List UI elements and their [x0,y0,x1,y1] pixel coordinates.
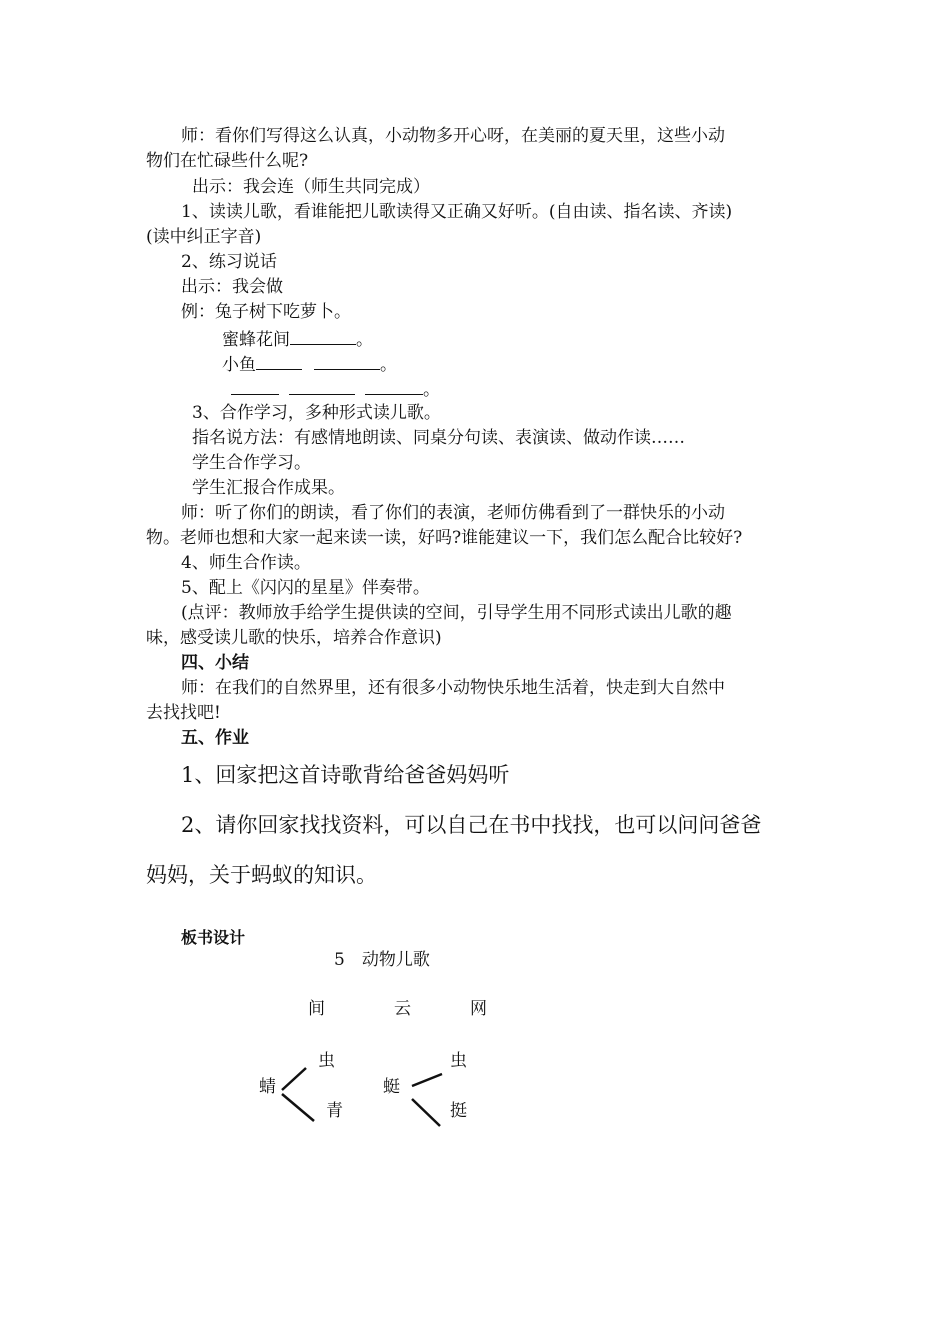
text-line: 出示：我会做 [181,277,283,297]
text-line: 师：在我们的自然界里，还有很多小动物快乐地生活着，快走到大自然中 [181,678,725,698]
branch-line [412,1074,442,1086]
exercise-end: 。 [380,355,397,375]
text-line: 2、练习说话 [181,252,277,272]
board-char: 云 [394,999,411,1019]
text-line: 指名说方法：有感情地朗读、同桌分句读、表演读、做动作读…… [192,428,685,448]
text-line: 师：看你们写得这么认真，小动物多开心呀，在美丽的夏天里，这些小动 [181,126,725,146]
text-line: 学生汇报合作成果。 [192,478,345,498]
text-line: 4、师生合作读。 [181,553,311,573]
board-char: 蜻 [259,1077,276,1097]
board-heading: 板书设计 [181,928,246,947]
board-char: 虫 [318,1051,335,1071]
homework-item: 1、回家把这首诗歌背给爸爸妈妈听 [181,763,510,787]
board-title: 5 动物儿歌 [334,950,430,970]
branch-line [412,1099,440,1126]
text-line: 物。老师也想和大家一起来读一读，好吗?谁能建议一下，我们怎么配合比较好? [146,528,743,548]
homework-item: 妈妈，关于蚂蚁的知识。 [146,863,377,887]
homework-item: 2、请你回家找找资料，可以自己在书中找找，也可以问问爸爸 [181,813,762,837]
exercise-prompt: 蜜蜂花间 [222,330,290,350]
text-line: 5、配上《闪闪的星星》伴奏带。 [181,578,430,598]
section-heading: 四、小结 [181,653,249,673]
text-line: 味，感受读儿歌的快乐，培养合作意识) [146,628,442,648]
text-line: 出示：我会连（师生共同完成） [192,177,430,197]
board-char: 挺 [450,1101,467,1121]
text-line: 去找找吧! [146,703,221,723]
exercise-prompt: 小鱼 [222,355,256,375]
section-heading: 五、作业 [181,728,249,748]
text-line: (点评：教师放手给学生提供读的空间，引导学生用不同形式读出儿歌的趣 [181,603,732,623]
text-line: 1、读读儿歌，看谁能把儿歌读得又正确又好听。(自由读、指名读、齐读) [181,202,733,222]
branch-line [282,1068,306,1090]
text-line: 学生合作学习。 [192,453,311,473]
exercise-end: 。 [423,380,440,400]
text-line: 例：兔子树下吃萝卜。 [181,302,351,322]
board-char: 网 [470,999,487,1019]
board-char: 间 [308,999,325,1019]
branch-line [282,1094,314,1121]
board-char: 青 [326,1101,343,1121]
text-line: (读中纠正字音) [146,227,262,247]
text-line: 师：听了你们的朗读，看了你们的表演，老师仿佛看到了一群快乐的小动 [181,503,725,523]
text-line: 物们在忙碌些什么呢? [146,151,309,171]
exercise-end: 。 [356,330,373,350]
board-char: 蜓 [383,1077,400,1097]
board-char: 虫 [450,1051,467,1071]
text-line: 3、合作学习，多种形式读儿歌。 [192,403,441,423]
